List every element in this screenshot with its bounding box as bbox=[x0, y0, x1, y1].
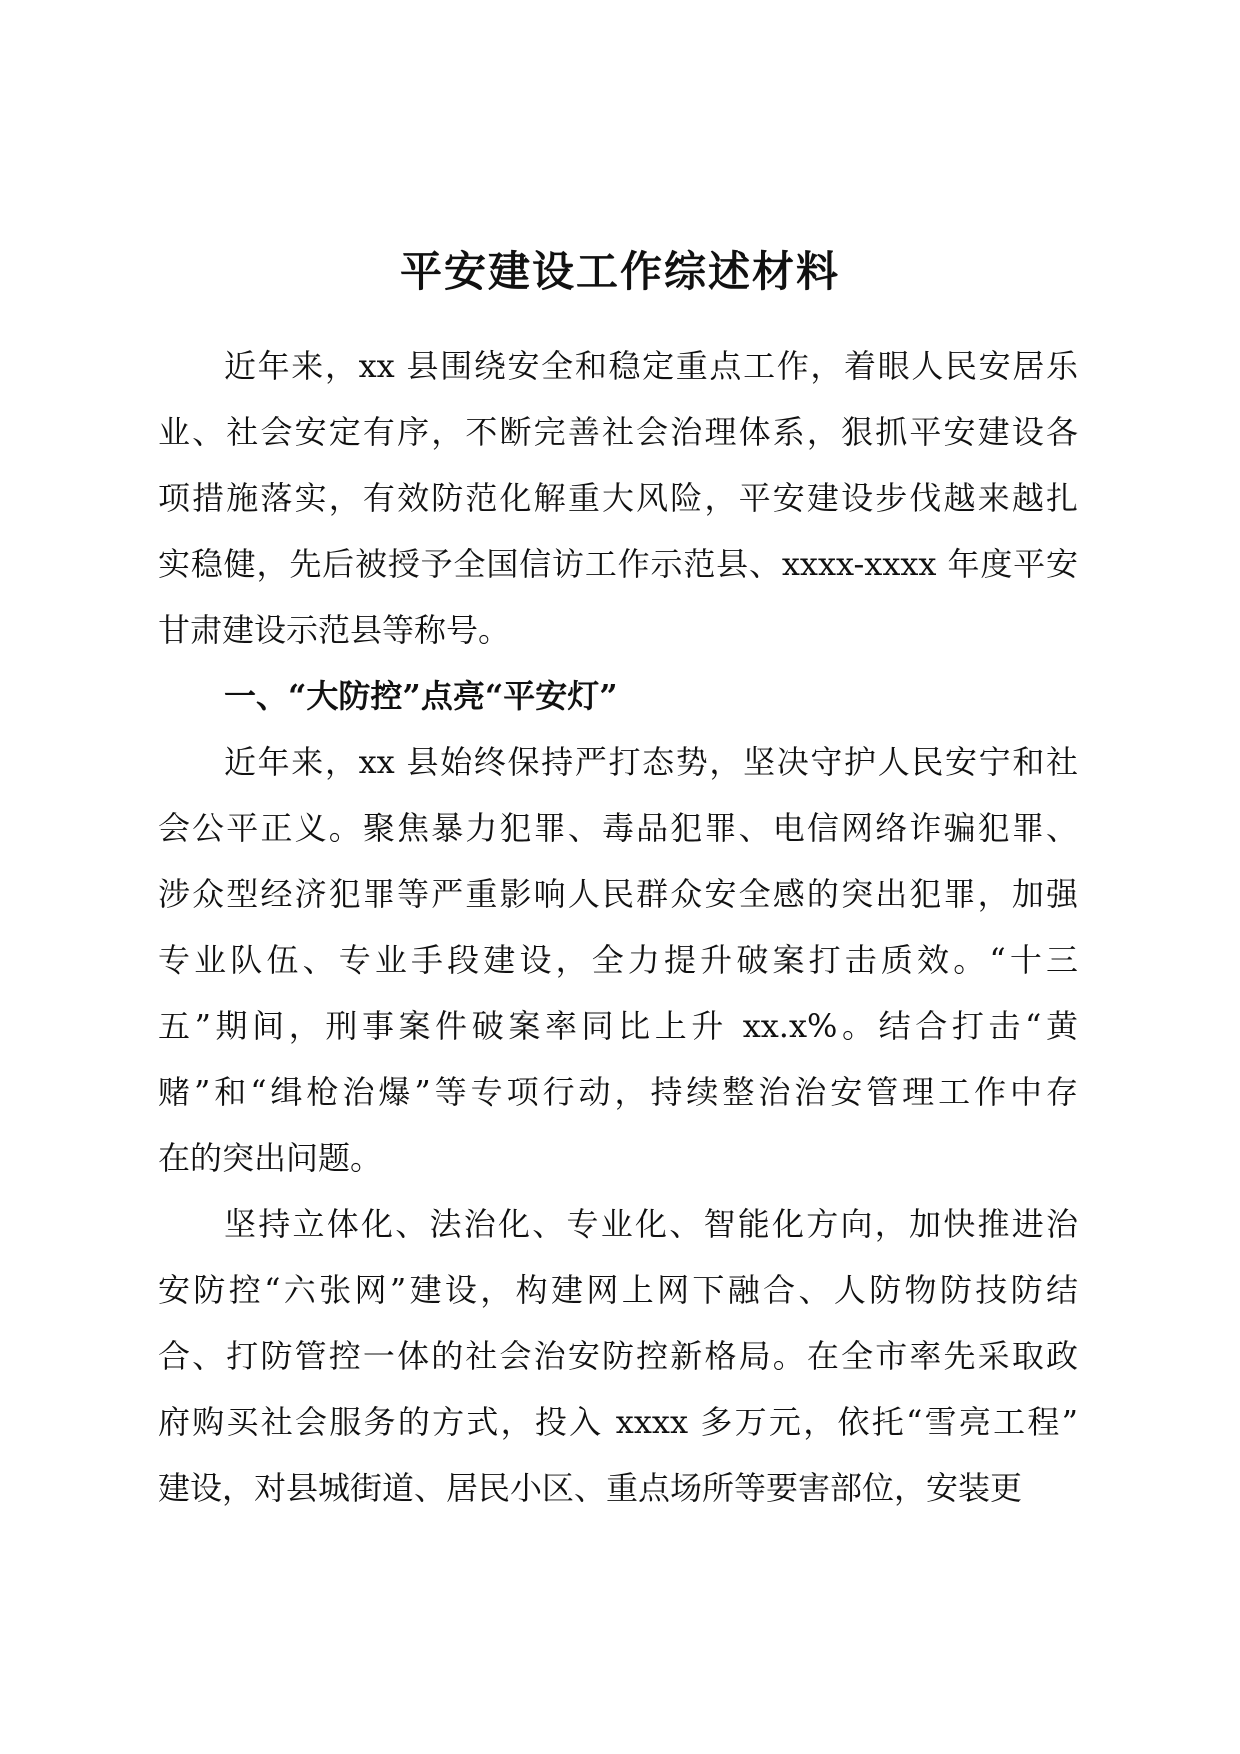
paragraph-line: 近年来，xx 县围绕安全和稳定重点工作，着眼人民安居乐 bbox=[224, 347, 1078, 385]
paragraph-line: 建设，对县城街道、居民小区、重点场所等要害部位，安装更 bbox=[158, 1469, 1023, 1507]
paragraph-line: 合、打防管控一体的社会治安防控新格局。在全市率先采取政 bbox=[158, 1337, 1078, 1375]
paragraph-line: 赌”和“缉枪治爆”等专项行动，持续整治治安管理工作中存 bbox=[158, 1073, 1078, 1111]
paragraph-line: 涉众型经济犯罪等严重影响人民群众安全感的突出犯罪，加强 bbox=[158, 875, 1078, 913]
paragraph-line: 近年来，xx 县始终保持严打态势，坚决守护人民安宁和社 bbox=[224, 743, 1078, 781]
paragraph-line: 坚持立体化、法治化、专业化、智能化方向，加快推进治 bbox=[224, 1205, 1078, 1243]
paragraph-line: 五”期间，刑事案件破案率同比上升 xx.x%。结合打击“黄 bbox=[158, 1007, 1078, 1045]
paragraph-line: 府购买社会服务的方式，投入 xxxx 多万元，依托“雪亮工程” bbox=[158, 1403, 1078, 1441]
paragraph-line: 在的突出问题。 bbox=[158, 1139, 383, 1177]
document-title: 平安建设工作综述材料 bbox=[399, 247, 840, 296]
paragraph-line: 实稳健，先后被授予全国信访工作示范县、xxxx-xxxx 年度平安 bbox=[158, 545, 1078, 583]
paragraph-line: 业、社会安定有序，不断完善社会治理体系，狠抓平安建设各 bbox=[158, 413, 1078, 451]
paragraph-line: 专业队伍、专业手段建设，全力提升破案打击质效。“十三 bbox=[158, 941, 1078, 979]
paragraph-line: 项措施落实，有效防范化解重大风险，平安建设步伐越来越扎 bbox=[158, 479, 1078, 517]
paragraph-line: 安防控“六张网”建设，构建网上网下融合、人防物防技防结 bbox=[158, 1271, 1078, 1309]
heading-line: 一、“大防控”点亮“平安灯” bbox=[224, 677, 618, 715]
paragraph-line: 会公平正义。聚焦暴力犯罪、毒品犯罪、电信网络诈骗犯罪、 bbox=[158, 809, 1078, 847]
paragraph-line: 甘肃建设示范县等称号。 bbox=[158, 611, 511, 649]
